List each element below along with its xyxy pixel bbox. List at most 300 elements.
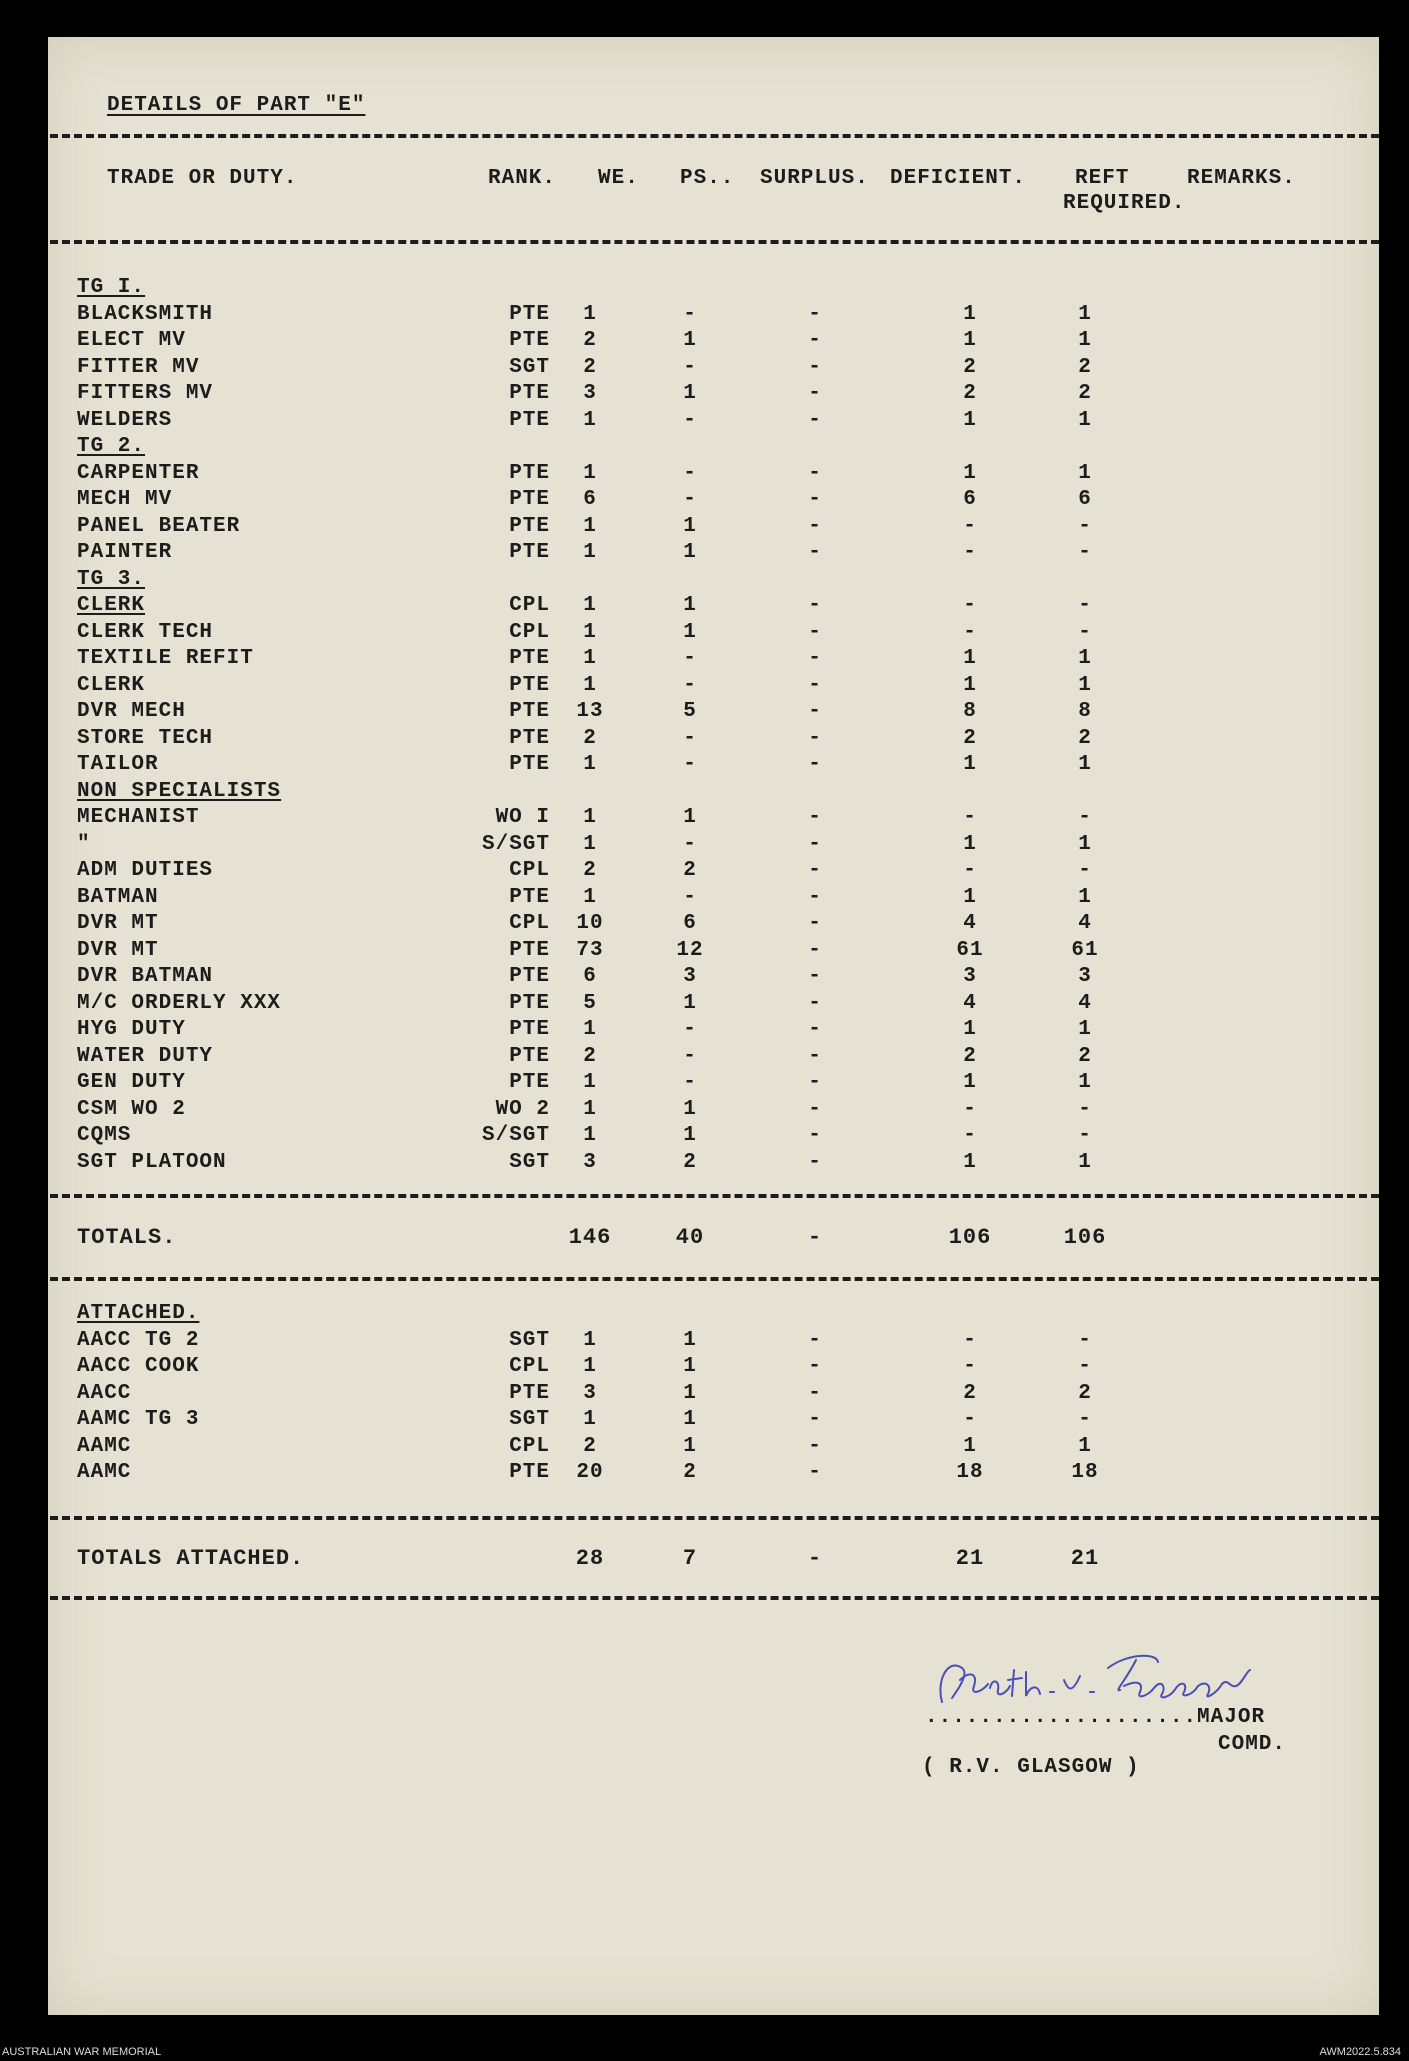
surplus-cell: - xyxy=(808,461,822,485)
surplus-cell: - xyxy=(808,832,822,856)
trade-cell: MECH MV xyxy=(77,488,173,511)
rank-cell: PTE xyxy=(509,1071,550,1094)
totals-attached-label: TOTALS ATTACHED. xyxy=(77,1546,305,1571)
footer-institution: AUSTRALIAN WAR MEMORIAL xyxy=(2,2046,162,2058)
totals-attached-surplus: - xyxy=(807,1546,823,1571)
table-row xyxy=(0,939,1409,965)
ps-cell: 1 xyxy=(683,541,697,564)
deficient-cell: - xyxy=(963,1097,977,1121)
surplus-cell: - xyxy=(808,1355,822,1378)
ps-cell: - xyxy=(683,832,697,856)
reft-cell: 1 xyxy=(1078,461,1092,485)
surplus-cell: - xyxy=(808,408,822,432)
rank-cell: SGT xyxy=(509,1328,550,1352)
deficient-cell: 1 xyxy=(963,329,977,352)
we-cell: 1 xyxy=(583,753,597,776)
table-row xyxy=(0,1435,1409,1461)
surplus-cell: - xyxy=(808,1381,822,1405)
rank-cell: PTE xyxy=(509,700,550,723)
reft-cell: 8 xyxy=(1078,700,1092,723)
ps-cell: - xyxy=(683,302,697,326)
ps-cell: 1 xyxy=(683,1408,697,1431)
surplus-cell: - xyxy=(808,514,822,538)
reft-cell: 2 xyxy=(1078,726,1092,750)
deficient-cell: 1 xyxy=(963,408,977,432)
surplus-cell: - xyxy=(808,806,822,829)
reft-cell: 1 xyxy=(1078,885,1092,909)
rank-cell: CPL xyxy=(509,594,550,617)
table-row xyxy=(0,1461,1409,1487)
ps-cell: - xyxy=(683,1071,697,1094)
deficient-cell: 2 xyxy=(963,355,977,379)
we-cell: 1 xyxy=(583,1071,597,1094)
trade-cell: ADM DUTIES xyxy=(77,859,214,882)
table-row xyxy=(0,886,1409,912)
reft-cell: 4 xyxy=(1078,912,1092,935)
deficient-cell: 1 xyxy=(963,1071,977,1094)
trade-cell: PANEL BEATER xyxy=(77,514,241,538)
table-row xyxy=(0,806,1409,832)
deficient-cell: 18 xyxy=(956,1461,984,1484)
surplus-cell: - xyxy=(808,1071,822,1094)
deficient-cell: 4 xyxy=(963,991,977,1015)
we-cell: 3 xyxy=(583,1150,597,1174)
deficient-cell: 1 xyxy=(963,832,977,856)
rank-cell: PTE xyxy=(509,382,550,405)
ps-cell: 1 xyxy=(683,1328,697,1352)
table-row xyxy=(0,621,1409,647)
trade-cell: WATER DUTY xyxy=(77,1044,214,1068)
totals-attached-we: 28 xyxy=(575,1546,605,1571)
table-row xyxy=(0,462,1409,488)
trade-cell: M/C ORDERLY XXX xyxy=(77,991,282,1015)
table-row xyxy=(0,1408,1409,1434)
header-rule-top xyxy=(50,134,1379,138)
deficient-cell: 2 xyxy=(963,726,977,750)
reft-cell: - xyxy=(1078,620,1092,644)
table-row xyxy=(0,753,1409,779)
trade-cell: CLERK xyxy=(77,673,146,697)
ps-cell: - xyxy=(683,355,697,379)
rank-cell: PTE xyxy=(509,726,550,750)
table-row xyxy=(0,1382,1409,1408)
deficient-cell: 1 xyxy=(963,302,977,326)
ps-cell: 1 xyxy=(683,1097,697,1121)
table-row xyxy=(0,1098,1409,1124)
trade-cell: FITTERS MV xyxy=(77,382,214,405)
trade-cell: ELECT MV xyxy=(77,329,186,352)
reft-cell: - xyxy=(1078,1097,1092,1121)
reft-cell: 1 xyxy=(1078,1150,1092,1174)
rank-cell: CPL xyxy=(509,1355,550,1378)
ps-cell: 2 xyxy=(683,859,697,882)
table-row xyxy=(0,674,1409,700)
rank-cell: CPL xyxy=(509,859,550,882)
section-heading xyxy=(0,435,1409,461)
ps-cell: 1 xyxy=(683,594,697,617)
surplus-cell: - xyxy=(808,1097,822,1121)
table-row xyxy=(0,965,1409,991)
table-row xyxy=(0,515,1409,541)
we-cell: 1 xyxy=(583,302,597,326)
signature-line: ....................MAJOR xyxy=(925,1706,1266,1729)
rank-cell: S/SGT xyxy=(481,1124,550,1147)
ps-cell: - xyxy=(683,726,697,750)
rank-cell: SGT xyxy=(509,1408,550,1431)
ps-cell: - xyxy=(683,885,697,909)
header-we: WE. xyxy=(598,167,639,190)
deficient-cell: - xyxy=(963,859,977,882)
we-cell: 1 xyxy=(583,1328,597,1352)
deficient-cell: 1 xyxy=(963,1150,977,1174)
we-cell: 3 xyxy=(583,1381,597,1405)
trade-cell: CARPENTER xyxy=(77,461,200,485)
we-cell: 1 xyxy=(583,541,597,564)
trade-cell: DVR MECH xyxy=(77,700,186,723)
we-cell: 1 xyxy=(583,885,597,909)
we-cell: 1 xyxy=(583,461,597,485)
rank-cell: PTE xyxy=(509,885,550,909)
surplus-cell: - xyxy=(808,541,822,564)
header-rank: RANK. xyxy=(488,167,557,190)
rank-cell: PTE xyxy=(509,461,550,485)
trade-cell: CLERK xyxy=(77,594,146,617)
table-row xyxy=(0,1329,1409,1355)
signatory-name: ( R.V. GLASGOW ) xyxy=(922,1756,1140,1779)
ps-cell: - xyxy=(683,461,697,485)
deficient-cell: 6 xyxy=(963,488,977,511)
totals-attached-row xyxy=(0,1546,1409,1572)
surplus-cell: - xyxy=(808,1044,822,1068)
header-reft-required: REQUIRED. xyxy=(1063,192,1186,215)
rank-cell: SGT xyxy=(509,1150,550,1174)
reft-cell: 18 xyxy=(1071,1461,1099,1484)
deficient-cell: - xyxy=(963,594,977,617)
totals-surplus: - xyxy=(807,1225,823,1250)
deficient-cell: 61 xyxy=(956,938,984,962)
ps-cell: 2 xyxy=(683,1150,697,1174)
attached-totals-rule-top xyxy=(50,1516,1379,1520)
reft-cell: - xyxy=(1078,541,1092,564)
surplus-cell: - xyxy=(808,1408,822,1431)
table-row xyxy=(0,859,1409,885)
deficient-cell: 1 xyxy=(963,1434,977,1458)
ps-cell: - xyxy=(683,753,697,776)
trade-cell: HYG DUTY xyxy=(77,1018,186,1041)
rank-cell: PTE xyxy=(509,1044,550,1068)
ps-cell: 6 xyxy=(683,912,697,935)
surplus-cell: - xyxy=(808,382,822,405)
rank-cell: PTE xyxy=(509,302,550,326)
deficient-cell: 2 xyxy=(963,382,977,405)
trade-cell: CQMS xyxy=(77,1124,132,1147)
deficient-cell: 1 xyxy=(963,461,977,485)
header-remarks: REMARKS. xyxy=(1187,167,1296,190)
ps-cell: 1 xyxy=(683,620,697,644)
reft-cell: 6 xyxy=(1078,488,1092,511)
deficient-cell: 4 xyxy=(963,912,977,935)
trade-cell: DVR MT xyxy=(77,938,159,962)
table-row xyxy=(0,303,1409,329)
we-cell: 1 xyxy=(583,647,597,670)
ps-cell: 1 xyxy=(683,991,697,1015)
surplus-cell: - xyxy=(808,885,822,909)
totals-label: TOTALS. xyxy=(77,1225,177,1250)
surplus-cell: - xyxy=(808,1328,822,1352)
table-row xyxy=(0,1151,1409,1177)
surplus-cell: - xyxy=(808,1124,822,1147)
rank-cell: PTE xyxy=(509,1461,550,1484)
table-row xyxy=(0,700,1409,726)
deficient-cell: 1 xyxy=(963,885,977,909)
we-cell: 2 xyxy=(583,355,597,379)
ps-cell: 2 xyxy=(683,1461,697,1484)
surplus-cell: - xyxy=(808,1434,822,1458)
deficient-cell: - xyxy=(963,620,977,644)
we-cell: 1 xyxy=(583,673,597,697)
trade-cell: ATTACHED. xyxy=(77,1302,200,1325)
trade-cell: STORE TECH xyxy=(77,726,214,750)
reft-cell: - xyxy=(1078,514,1092,538)
rank-cell: PTE xyxy=(509,488,550,511)
trade-cell: MECHANIST xyxy=(77,806,200,829)
reft-cell: 2 xyxy=(1078,355,1092,379)
footer-accession-number: AWM2022.5.834 xyxy=(1319,2046,1401,2058)
ps-cell: 5 xyxy=(683,700,697,723)
trade-cell: TEXTILE REFIT xyxy=(77,647,254,670)
reft-cell: 1 xyxy=(1078,1071,1092,1094)
deficient-cell: 1 xyxy=(963,647,977,670)
table-row xyxy=(0,833,1409,859)
reft-cell: - xyxy=(1078,1328,1092,1352)
section-heading xyxy=(0,568,1409,594)
we-cell: 10 xyxy=(576,912,604,935)
table-row xyxy=(0,1018,1409,1044)
ps-cell: 12 xyxy=(676,938,704,962)
we-cell: 6 xyxy=(583,965,597,988)
trade-cell: AACC TG 2 xyxy=(77,1328,200,1352)
deficient-cell: - xyxy=(963,541,977,564)
ps-cell: - xyxy=(683,1018,697,1041)
header-ps: PS.. xyxy=(680,167,735,190)
rank-cell: PTE xyxy=(509,673,550,697)
trade-cell: TAILOR xyxy=(77,753,159,776)
ps-cell: 1 xyxy=(683,514,697,538)
trade-cell: AAMC xyxy=(77,1434,132,1458)
surplus-cell: - xyxy=(808,302,822,326)
surplus-cell: - xyxy=(808,1018,822,1041)
trade-cell: TG 3. xyxy=(77,567,146,591)
trade-cell: AACC COOK xyxy=(77,1355,200,1378)
document-title: DETAILS OF PART "E" xyxy=(107,94,366,117)
reft-cell: 1 xyxy=(1078,832,1092,856)
we-cell: 6 xyxy=(583,488,597,511)
surplus-cell: - xyxy=(808,912,822,935)
surplus-cell: - xyxy=(808,991,822,1015)
totals-deficient: 106 xyxy=(948,1225,992,1250)
trade-cell: TG I. xyxy=(77,276,146,299)
reft-cell: - xyxy=(1078,859,1092,882)
trade-cell: PAINTER xyxy=(77,541,173,564)
header-surplus: SURPLUS. xyxy=(760,167,869,190)
we-cell: 1 xyxy=(583,1408,597,1431)
reft-cell: 2 xyxy=(1078,1381,1092,1405)
trade-cell: SGT PLATOON xyxy=(77,1150,227,1174)
ps-cell: 1 xyxy=(683,1124,697,1147)
rank-cell: WO I xyxy=(495,806,550,829)
surplus-cell: - xyxy=(808,1150,822,1174)
reft-cell: 1 xyxy=(1078,408,1092,432)
deficient-cell: - xyxy=(963,1328,977,1352)
ps-cell: 1 xyxy=(683,1434,697,1458)
we-cell: 73 xyxy=(576,938,604,962)
surplus-cell: - xyxy=(808,700,822,723)
trade-cell: FITTER MV xyxy=(77,355,200,379)
rank-cell: CPL xyxy=(509,620,550,644)
deficient-cell: - xyxy=(963,1124,977,1147)
surplus-cell: - xyxy=(808,1461,822,1484)
we-cell: 1 xyxy=(583,620,597,644)
rank-cell: PTE xyxy=(509,408,550,432)
ps-cell: 1 xyxy=(683,382,697,405)
totals-row xyxy=(0,1225,1409,1251)
totals-attached-deficient: 21 xyxy=(955,1546,985,1571)
trade-cell: AACC xyxy=(77,1381,132,1405)
totals-attached-reft: 21 xyxy=(1070,1546,1100,1571)
deficient-cell: 1 xyxy=(963,1018,977,1041)
table-row xyxy=(0,409,1409,435)
trade-cell: CSM WO 2 xyxy=(77,1097,186,1121)
signature-title: COMD. xyxy=(1218,1733,1287,1756)
surplus-cell: - xyxy=(808,594,822,617)
table-row xyxy=(0,1045,1409,1071)
surplus-cell: - xyxy=(808,726,822,750)
table-row xyxy=(0,488,1409,514)
table-row xyxy=(0,992,1409,1018)
ps-cell: 1 xyxy=(683,1355,697,1378)
we-cell: 5 xyxy=(583,991,597,1015)
ps-cell: 3 xyxy=(683,965,697,988)
we-cell: 2 xyxy=(583,329,597,352)
surplus-cell: - xyxy=(808,673,822,697)
totals-rule-bottom xyxy=(50,1277,1379,1281)
section-heading xyxy=(0,1302,1409,1328)
we-cell: 1 xyxy=(583,594,597,617)
reft-cell: 2 xyxy=(1078,382,1092,405)
we-cell: 2 xyxy=(583,1434,597,1458)
rank-cell: S/SGT xyxy=(481,832,550,856)
reft-cell: - xyxy=(1078,1408,1092,1431)
we-cell: 3 xyxy=(583,382,597,405)
we-cell: 1 xyxy=(583,1018,597,1041)
totals-we: 146 xyxy=(568,1225,612,1250)
ps-cell: - xyxy=(683,647,697,670)
reft-cell: 1 xyxy=(1078,753,1092,776)
deficient-cell: 1 xyxy=(963,753,977,776)
table-row xyxy=(0,382,1409,408)
ps-cell: 1 xyxy=(683,1381,697,1405)
we-cell: 1 xyxy=(583,408,597,432)
trade-cell: DVR MT xyxy=(77,912,159,935)
surplus-cell: - xyxy=(808,329,822,352)
deficient-cell: - xyxy=(963,1355,977,1378)
we-cell: 1 xyxy=(583,1124,597,1147)
reft-cell: 61 xyxy=(1071,938,1099,962)
reft-cell: 1 xyxy=(1078,647,1092,670)
we-cell: 20 xyxy=(576,1461,604,1484)
deficient-cell: 1 xyxy=(963,673,977,697)
rank-cell: WO 2 xyxy=(495,1097,550,1121)
surplus-cell: - xyxy=(808,753,822,776)
deficient-cell: - xyxy=(963,1408,977,1431)
surplus-cell: - xyxy=(808,859,822,882)
table-row xyxy=(0,594,1409,620)
surplus-cell: - xyxy=(808,620,822,644)
table-row xyxy=(0,1355,1409,1381)
reft-cell: 1 xyxy=(1078,1434,1092,1458)
rank-cell: PTE xyxy=(509,1018,550,1041)
attached-totals-rule-bottom xyxy=(50,1596,1379,1600)
rank-cell: PTE xyxy=(509,541,550,564)
reft-cell: 4 xyxy=(1078,991,1092,1015)
deficient-cell: - xyxy=(963,806,977,829)
header-rule-bottom xyxy=(50,240,1379,244)
deficient-cell: - xyxy=(963,514,977,538)
reft-cell: 1 xyxy=(1078,302,1092,326)
trade-cell: TG 2. xyxy=(77,435,146,458)
rank-cell: CPL xyxy=(509,1434,550,1458)
rank-cell: PTE xyxy=(509,647,550,670)
surplus-cell: - xyxy=(808,488,822,511)
rank-cell: PTE xyxy=(509,965,550,988)
reft-cell: 1 xyxy=(1078,1018,1092,1041)
rank-cell: PTE xyxy=(509,753,550,776)
deficient-cell: 8 xyxy=(963,700,977,723)
trade-cell: BATMAN xyxy=(77,885,159,909)
table-row xyxy=(0,647,1409,673)
table-row xyxy=(0,1124,1409,1150)
we-cell: 1 xyxy=(583,1355,597,1378)
trade-cell: GEN DUTY xyxy=(77,1071,186,1094)
we-cell: 1 xyxy=(583,806,597,829)
header-reft: REFT xyxy=(1075,167,1130,190)
rank-cell: PTE xyxy=(509,991,550,1015)
totals-reft: 106 xyxy=(1063,1225,1107,1250)
we-cell: 2 xyxy=(583,859,597,882)
totals-attached-ps: 7 xyxy=(682,1546,698,1571)
deficient-cell: 2 xyxy=(963,1381,977,1405)
rank-cell: CPL xyxy=(509,912,550,935)
we-cell: 2 xyxy=(583,1044,597,1068)
table-row xyxy=(0,1071,1409,1097)
totals-ps: 40 xyxy=(675,1225,705,1250)
ps-cell: - xyxy=(683,1044,697,1068)
rank-cell: SGT xyxy=(509,355,550,379)
we-cell: 13 xyxy=(576,700,604,723)
reft-cell: - xyxy=(1078,1124,1092,1147)
reft-cell: 2 xyxy=(1078,1044,1092,1068)
we-cell: 1 xyxy=(583,514,597,538)
reft-cell: - xyxy=(1078,806,1092,829)
surplus-cell: - xyxy=(808,965,822,988)
reft-cell: - xyxy=(1078,594,1092,617)
ps-cell: - xyxy=(683,408,697,432)
trade-cell: AAMC xyxy=(77,1461,132,1484)
section-heading xyxy=(0,276,1409,302)
reft-cell: - xyxy=(1078,1355,1092,1378)
reft-cell: 1 xyxy=(1078,329,1092,352)
surplus-cell: - xyxy=(808,647,822,670)
